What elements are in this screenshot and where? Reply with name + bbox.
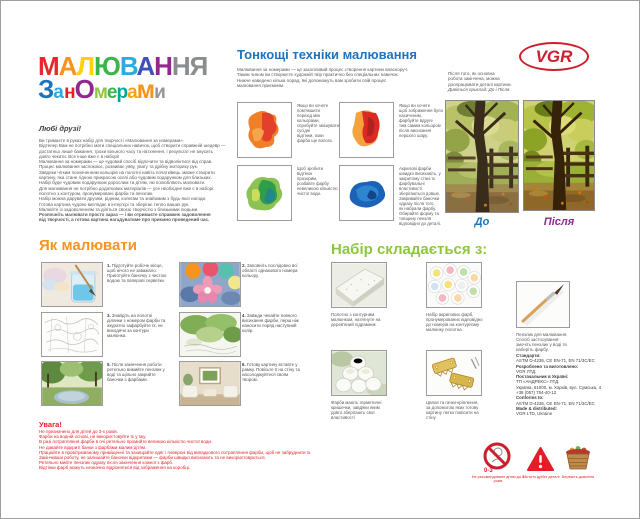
technique-intro: Малювання за номерами — це захопливий процес створення картини власноруч. Таким чином ви створюєте художній твір практично без спеціальних навичок. Нижче наведено кілька порад, які допоможуть вам зробити свій процес малювання приємним. (237, 67, 409, 88)
litter-basket-icon (562, 443, 593, 470)
woodland-scene-before (446, 101, 518, 212)
after-photo (523, 100, 595, 211)
blue-blob-icon (340, 166, 393, 220)
warning-list: Не призначено для дітей до 3-х років. Фарби на водній основі, не використовуйте їх у їжу. В разі потрапляння фарби в очі ретельно промийте великою кількістю чистої води. Не давайте відкриті банки з фарбами малим дітям. Працюйте в провітрюваному приміщенні та захищайте одяг і поверхні від випадкового потрапляння фарби, щоб не забруднити їх. Закінчивши роботу, не залишайте баночки відкритими — фарби швидко висихають та не використовуються. Ретельно мийте пензлик одразу після закінчення кожної з фарб. Відтінки фарб можуть незначно відрізнятися від зображення на коробці. (39, 429, 312, 471)
warning-triangle-icon (527, 447, 554, 472)
tip-4-caption: Акрилові фарби швидко висихають, у закритому стані їх фарбувальні властивості зберігаються довше. Закривайте баночки одразу після того, як набрали фарбу. Обирайте форму та товщину пензля відповідно до деталі. (399, 166, 441, 226)
step-4-image (179, 312, 241, 357)
kit-cups-caption: Фарби мають герметичні кришечки, завдяки яким довго зберігають свої властивості (331, 400, 382, 421)
logo-line2: За нОмерами (38, 74, 165, 104)
hanging-hooks-photo (427, 351, 481, 395)
age-restriction-caption: Не рекомендовано дітям до 3 років (471, 475, 525, 484)
woodland-scene-after (524, 101, 594, 210)
before-photo (445, 100, 519, 213)
tip-2-caption: Якщо ви хочете щоб зображення було насиченим, фарбуйте вдруге тим самим кольором після висихання першого шару. (399, 103, 443, 138)
kit-canvas-caption: Полотно з контурним малюнком, натягнуте на дерев'яний підрамник (331, 312, 381, 328)
tip-3-caption: Щоб зробити відтінок прозорим, розбавте фарбу невеликою кількістю чистої води. (297, 166, 338, 196)
small-parts-caption: Містить дрібні деталі (522, 475, 560, 479)
environment-caption: Бережіть довкілля (561, 475, 595, 479)
tip-1-caption: Якщо ви хочете пом'якшити перехід між кольорами, спробуйте змішувати сусідні відтінки, поки фарба ще волога. (297, 103, 340, 143)
intro-heading: Любі друзі! (39, 124, 82, 133)
step-6-text: 6. Готову картину вставте у рамку. Повісьте її на стіну та насолоджуйтеся своїм твором. (242, 362, 300, 383)
before-after-note: Після того, як основна робота закінчена, можна доопрацювати деталі картини. Дивіться приклад: До і Після. (448, 71, 512, 92)
vgr-logo-text: VGR (535, 46, 573, 66)
step-5-number: 5. (107, 362, 111, 367)
kit-heading: Набір складається з: (331, 241, 488, 258)
step-2-text: 2. Заповніть послідовно всі області однакового номера кольору. (242, 263, 298, 279)
step-1-image (41, 262, 103, 307)
red-blob-icon (340, 103, 393, 157)
green-blob-icon (238, 166, 291, 220)
step-5-image (41, 361, 103, 406)
intro-paragraph: Ви тримаєте в руках набір для творчості «Малювання за номерами». Відтепер Вам не потрібно мати спеціальних навичок, щоб створити справжній шедевр — достатньо лише бажання, трохи вільного часу та натхнення, і результат не змусить довго чекати. Все інше вже є в наборі! Малювання за номерами — це чудовий спосіб відпочити та відволіктися від справ. Процес малювання заспокоює, розвиває уяву, увагу та дрібну моторику рук. Завдяки чітким позначенням кольорів на полотні навіть початківець зможе створити картину, яка стане гідною прикрасою оселі або чудовим подарунком для близьких. Набір буде чудовим подарунком дорослим та дітям, які полюбляють малювати. Для малювання не потрібно додаткових матеріалів — усе необхідне вже є в наборі: полотно з контуром, пронумеровані фарби та пензлик. Набір можна дарувати друзям, рідним, колегам та знайомим з будь-якої нагоди. Готова картина чудово виглядає в інтер'єрі та зберігає тепло ваших рук. Малюйте із задоволенням та діліться своєю творчістю з близькими людьми. Розпочніть малювати просто зараз — і ви отримаєте справжнє задоволення від творчості, а готова картина нагадуватиме про приємно проведений час. (39, 138, 226, 223)
step-4-text: 4. Завжди чекайте повного висихання фарби, перш ніж наносити поряд наступний колір. (242, 313, 299, 334)
step-3-text: 3. Знайдіть на полотні ділянки з номером фарби та акуратно зафарбуйте їх, не виходячи за контури малюнка. (107, 313, 166, 339)
how-to-heading: Як малювати (39, 237, 137, 254)
paint-pots-flower-photo (180, 263, 240, 306)
after-label: Після (543, 216, 575, 228)
kit-canvas-image (331, 262, 387, 308)
product-logo (38, 51, 208, 108)
numbered-paints-photo (427, 263, 481, 307)
step-3-image (41, 312, 103, 357)
step-6-number: 6. (242, 362, 246, 367)
standards-block: Стандарти: ASTM D-4236, CE EN-71, EN 71/3C/EC Розроблено та виготовлено: VGR ЛТД. Постачальник в Україні: ТП «АНДРЕКС» ЛТД. Україна, 61000, м. Харків, вул. Сумська, 4 +38 (057) 754-40-12 Conforms to: ASTM D-4236, CE EN-71, EN 71/3C/EC Made & distributed: VGR LTD, Ukraine (516, 353, 602, 417)
svg-text:0-3: 0-3 (484, 468, 493, 474)
paint-cups-photo (332, 351, 386, 395)
paint-brush-photo (517, 282, 569, 327)
half-painted-canvas-photo (180, 313, 240, 356)
logo-line1: МАЛЮВАННЯ (38, 51, 208, 81)
warning-heading: Увага! (39, 420, 62, 429)
step-1-number: 1. (107, 263, 111, 268)
orange-blob-icon (238, 103, 291, 157)
step-5-text: 5. Після закінчення роботи ретельно вимийте пензлик у воді та щільно закрийте баночки з фарбами. (107, 362, 165, 383)
age-restriction-0-3-icon (482, 442, 513, 474)
step-2-image (179, 262, 241, 307)
kit-paints-caption: Набір акрилових фарб, пронумерованих відповідно до номерів на контурному малюнку полотна (426, 312, 483, 333)
vgr-brand-logo (519, 42, 589, 71)
kit-brush-caption: Пензлик для малювання. Спосіб застосування: змочіть пензлик у воді та наберіть фарбу. (516, 332, 568, 353)
step-3-number: 3. (107, 313, 111, 318)
kit-hooks-image (426, 350, 482, 396)
paint-blob-blue-image (339, 165, 394, 221)
step-6-image (179, 361, 241, 406)
step-1-text: 1. Підготуйте робоче місце, щоб нічого не заважало. Приготуйте баночку з чистою водою та паперові серветки. (107, 263, 167, 284)
step-4-number: 4. (242, 313, 246, 318)
technique-heading: Тонкощі техніки малювання (237, 47, 417, 62)
outline-canvas-photo (42, 313, 102, 356)
kit-paints-image (426, 262, 482, 308)
paint-blob-orange-image (237, 102, 292, 158)
framed-picture-interior-photo (180, 362, 240, 405)
kit-hooks-caption: Цвяхи та гачки-кріплення, за допомогою яких готову картину легко повісити на стіну (426, 400, 479, 421)
paint-blob-red-image (339, 102, 394, 158)
before-label: До (474, 216, 490, 228)
canvas-stretcher-photo (332, 263, 386, 307)
kit-brush-image (516, 281, 570, 328)
water-jar-brush-photo (42, 263, 102, 306)
paint-blob-green-image (237, 165, 292, 221)
kit-cups-image (331, 350, 387, 396)
finished-painting-photo (42, 362, 102, 405)
step-2-number: 2. (242, 263, 246, 268)
